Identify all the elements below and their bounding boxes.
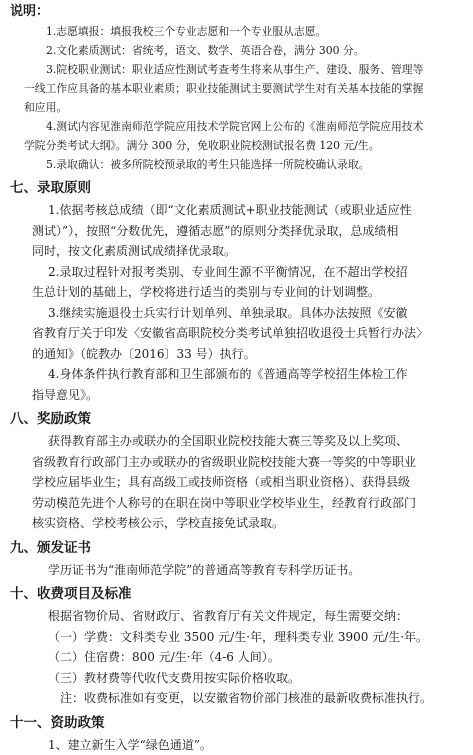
notes-title: 说明：	[10, 2, 459, 22]
paragraph-line: 劳动模范先进个人称号的在职在岗中等职业学校毕业生，经教育行政部门	[10, 493, 459, 514]
paragraph-line: 学校应届毕业生；具有高级工或技师资格（或相当职业资格）、获得县级	[10, 472, 459, 493]
paragraph-line: 省级教育行政部门主办或联办的省级职业院校技能大赛一等奖的中等职业	[10, 452, 459, 473]
fee-note: 注：收费标准如有变更，以安徽省物价部门核准的最新收费标准执行。	[10, 688, 459, 709]
note-line: 3.院校职业测试：职业适应性测试考查考生将来从事生产、建设、服务、管理等	[10, 60, 459, 79]
section-heading-rewards: 八、奖励政策	[10, 408, 459, 431]
note-line: 学院分类考试大纲》。满分 300 分，免收职业院校测试报名费 120 元/生。	[10, 136, 459, 155]
paragraph-line: 3.继续实施退役士兵实行计划单列、单独录取。具体办法按照《安徽	[10, 303, 459, 324]
note-line: 1.志愿填报：填报我校三个专业志愿和一个专业服从志愿。	[10, 22, 459, 41]
paragraph-line: 省教育厅关于印发〈安徽省高职院校分类考试单独招收退役士兵暂行办法〉	[10, 323, 459, 344]
paragraph-line: 核实资格、学校考核公示，学校直接免试录取。	[10, 513, 459, 534]
paragraph-line: 测试）”），按照“分数优先，遵循志愿”的原则分类择优录取，总成绩相	[10, 221, 459, 242]
paragraph-line: 同时，按文化素质测试成绩择优录取。	[10, 241, 459, 262]
note-line: 5.录取确认：被多所院校预录取的考生只能选择一所院校确认录取。	[10, 155, 459, 174]
paragraph-line: 生总计划的基础上，学校将进行适当的类别与专业间的计划调整。	[10, 282, 459, 303]
note-line: 一线工作应具备的基本职业素质；职业技能测试主要测试学生对有关基本技能的掌握	[10, 79, 459, 98]
paragraph-line: 获得教育部主办或联办的全国职业院校技能大赛三等奖及以上奖项、	[10, 431, 459, 452]
fee-item-accommodation: （二）住宿费：800 元/生·年（4-6 人间）。	[10, 647, 459, 668]
note-line: 4.测试内容见淮南师范学院应用技术学院官网上公布的《淮南师范学院应用技术	[10, 117, 459, 136]
paragraph-line: 2.录取过程针对报考类别、专业间生源不平衡情况，在不超出学校招	[10, 262, 459, 283]
paragraph-line: 4.身体条件执行教育部和卫生部颁布的《普通高等学校招生体检工作	[10, 364, 459, 385]
paragraph-line: 1、建立新生入学“绿色通道”。	[10, 735, 459, 755]
fee-item-tuition: （一）学费：文科类专业 3500 元/生·年，理科类专业 3900 元/生·年。	[10, 627, 459, 648]
paragraph-line: 根据省物价局、省财政厅、省教育厅有关文件规定，每生需要交纳：	[10, 606, 459, 627]
paragraph-line: 1.依据考核总成绩（即“文化素质测试+职业技能测试（或职业适应性	[10, 200, 459, 221]
note-line: 2.文化素质测试：省统考，语文、数学、英语合卷，满分 300 分。	[10, 41, 459, 60]
fee-item-textbooks: （三）教材费等代收代支费用按实际价格收取。	[10, 668, 459, 689]
section-heading-fees: 十、收费项目及标准	[10, 583, 459, 606]
section-heading-certificate: 九、颁发证书	[10, 537, 459, 560]
paragraph-line: 学历证书为“淮南师范学院”的普通高等教育专科学历证书。	[10, 560, 459, 581]
section-heading-financial-aid: 十一、资助政策	[10, 712, 459, 735]
paragraph-line: 指导意见》。	[10, 385, 459, 406]
note-line: 和应用。	[10, 98, 459, 117]
section-heading-admission: 七、录取原则	[10, 177, 459, 200]
paragraph-line: 的通知》（皖教办〔2016〕33 号）执行。	[10, 344, 459, 365]
